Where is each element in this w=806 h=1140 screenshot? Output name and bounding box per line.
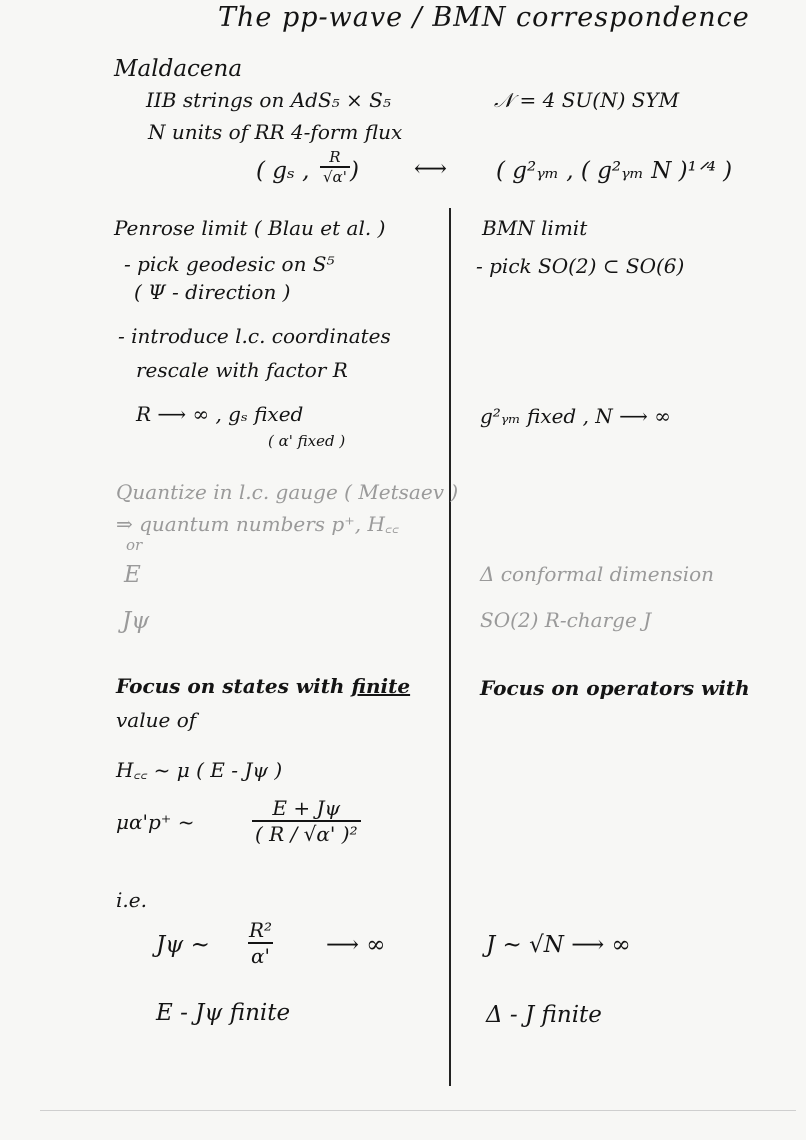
value-of: value of <box>116 708 197 732</box>
delta-conformal-dimension: Δ conformal dimension <box>480 562 715 586</box>
introduce-lc-coordinates: - introduce l.c. coordinates <box>118 324 391 348</box>
focus-on-states <box>116 674 410 698</box>
j-psi-scaling: Jψ ~ <box>156 932 210 958</box>
page-title: The pp-wave / BMN correspondence <box>218 2 750 33</box>
r-squared-denominator: α' <box>248 942 273 968</box>
iib-strings-line: IIB strings on AdS₅ × S₅ <box>146 88 391 112</box>
to-infinity-left: ⟶ ∞ <box>326 932 386 958</box>
r-squared-numerator: R² <box>249 918 273 942</box>
gauge-params: ( g²ᵧₘ , ( g²ᵧₘ N )¹ᐟ⁴ ) <box>496 158 733 184</box>
pick-so2: - pick SO(2) ⊂ SO(6) <box>476 254 685 278</box>
mu-alpha-p-relation: μα'p⁺ ~ <box>116 810 195 834</box>
e-minus-j-finite: E - Jψ finite <box>156 1000 291 1026</box>
string-params: ( gₛ , <box>256 158 310 184</box>
gym-fixed-line: g²ᵧₘ fixed , N ⟶ ∞ <box>480 404 671 428</box>
r-limit-line: R ⟶ ∞ , gₛ fixed <box>136 402 304 426</box>
or-label: or <box>126 536 143 554</box>
page-bottom-rule <box>40 1110 796 1111</box>
psi-direction: ( Ψ - direction ) <box>134 280 291 304</box>
fraction-denominator: √α' <box>320 166 350 186</box>
r-over-sqrt-alpha-fraction <box>320 148 350 186</box>
j-sqrt-n-scaling: J ~ √N ⟶ ∞ <box>486 932 631 958</box>
correspondence-arrow: ⟷ <box>414 156 447 182</box>
maldacena-heading: Maldacena <box>114 56 243 82</box>
h-lc-relation: H꜀꜀ ~ μ ( E - Jψ ) <box>116 758 283 782</box>
column-divider <box>449 208 451 1086</box>
fraction-numerator: R <box>329 148 341 166</box>
sym-line: 𝒩 = 4 SU(N) SYM <box>494 88 680 112</box>
delta-minus-j-finite: Δ - J finite <box>486 1002 602 1028</box>
bmn-heading: BMN limit <box>482 216 588 240</box>
j-psi-label: Jψ <box>122 608 150 634</box>
penrose-heading: Penrose limit ( Blau et al. ) <box>114 216 386 240</box>
rr-flux-line: N units of RR 4-form flux <box>148 120 403 144</box>
r-squared-fraction <box>246 918 275 968</box>
focus-on-operators: Focus on operators with <box>480 676 750 700</box>
quantum-numbers-line: ⇒ quantum numbers p⁺, H꜀꜀ <box>116 512 399 536</box>
energy-label: E <box>124 562 141 588</box>
energy-fraction-numerator: E + Jψ <box>272 796 341 820</box>
alpha-fixed: ( α' fixed ) <box>268 432 346 450</box>
focus-prefix: Focus on states with <box>116 674 352 698</box>
focus-finite: finite <box>351 674 411 698</box>
rescale-line: rescale with factor R <box>136 358 348 382</box>
pick-geodesic: - pick geodesic on S⁵ <box>124 252 335 276</box>
so2-r-charge: SO(2) R-charge J <box>480 608 652 632</box>
ie-label: i.e. <box>116 888 147 912</box>
quantize-line: Quantize in l.c. gauge ( Metsaev ) <box>116 480 459 504</box>
energy-fraction <box>252 796 361 846</box>
energy-fraction-denominator: ( R / √α' )² <box>252 820 361 846</box>
string-params-close: ) <box>350 158 359 184</box>
